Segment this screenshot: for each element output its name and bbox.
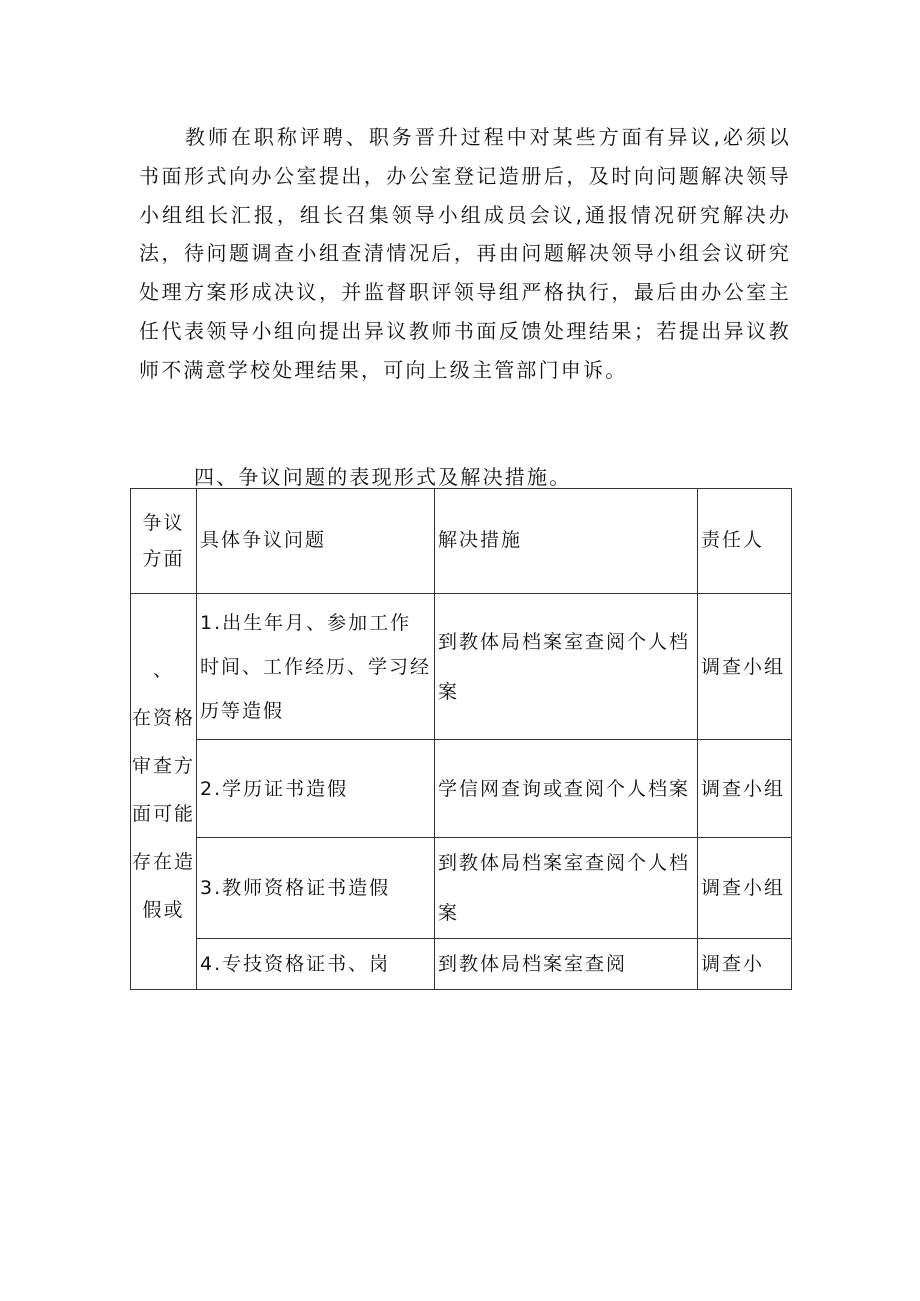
header-responsible: 责任人 (698, 489, 792, 594)
table-header-row (131, 489, 792, 594)
responsible-cell: 调查小组 (698, 740, 792, 838)
header-aspect-line: 争议 (142, 512, 185, 534)
measure-cell: 学信网查询或查阅个人档案 (435, 740, 698, 838)
aspect-line: 面可能 (131, 803, 195, 825)
aspect-line: 、 (152, 659, 174, 681)
table-row (131, 740, 792, 838)
header-measure: 解决措施 (435, 489, 698, 594)
measure-cell: 到教体局档案室查阅 (435, 939, 698, 990)
header-aspect (131, 489, 197, 594)
issue-cell: 2.学历证书造假 (197, 740, 435, 838)
aspect-line: 存在造 (131, 851, 195, 873)
responsible-cell: 调查小组 (698, 838, 792, 939)
body-paragraph: 教师在职称评聘、职务晋升过程中对某些方面有异议,必须以书面形式向办公室提出，办公室登记造册后，及时向问题解决领导小组组长汇报，组长召集领导小组成员会议,通报情况研究解决办法，待问题调查小组查清情况后，再由问题解决领导小组会议研究处理方案形成决议，并监督职评领导组严格执行，最后由办公室主任代表领导小组向提出异议教师书面反馈处理结果；若提出异议教师不满意学校处理结果，可向上级主管部门申诉。 (139, 125, 791, 382)
aspect-line: 假或 (142, 899, 185, 921)
header-issue: 具体争议问题 (197, 489, 435, 594)
issue-cell: 1.出生年月、参加工作时间、工作经历、学习经历等造假 (197, 594, 435, 740)
measure-cell: 到教体局档案室查阅个人档案 (435, 594, 698, 740)
measure-cell: 到教体局档案室查阅个人档案 (435, 838, 698, 939)
table-row (131, 838, 792, 939)
table-row (131, 594, 792, 740)
aspect-cell (131, 594, 197, 990)
issue-cell: 3.教师资格证书造假 (197, 838, 435, 939)
header-aspect-line: 方面 (142, 548, 185, 570)
table-row (131, 939, 792, 990)
dispute-table (130, 488, 792, 990)
section-heading: 四、争议问题的表现形式及解决措施。 (194, 465, 572, 489)
responsible-cell: 调查小 (698, 939, 792, 990)
aspect-line: 在资格 (131, 707, 195, 729)
responsible-cell: 调查小组 (698, 594, 792, 740)
aspect-line: 审查方 (131, 755, 195, 777)
issue-cell: 4.专技资格证书、岗 (197, 939, 435, 990)
